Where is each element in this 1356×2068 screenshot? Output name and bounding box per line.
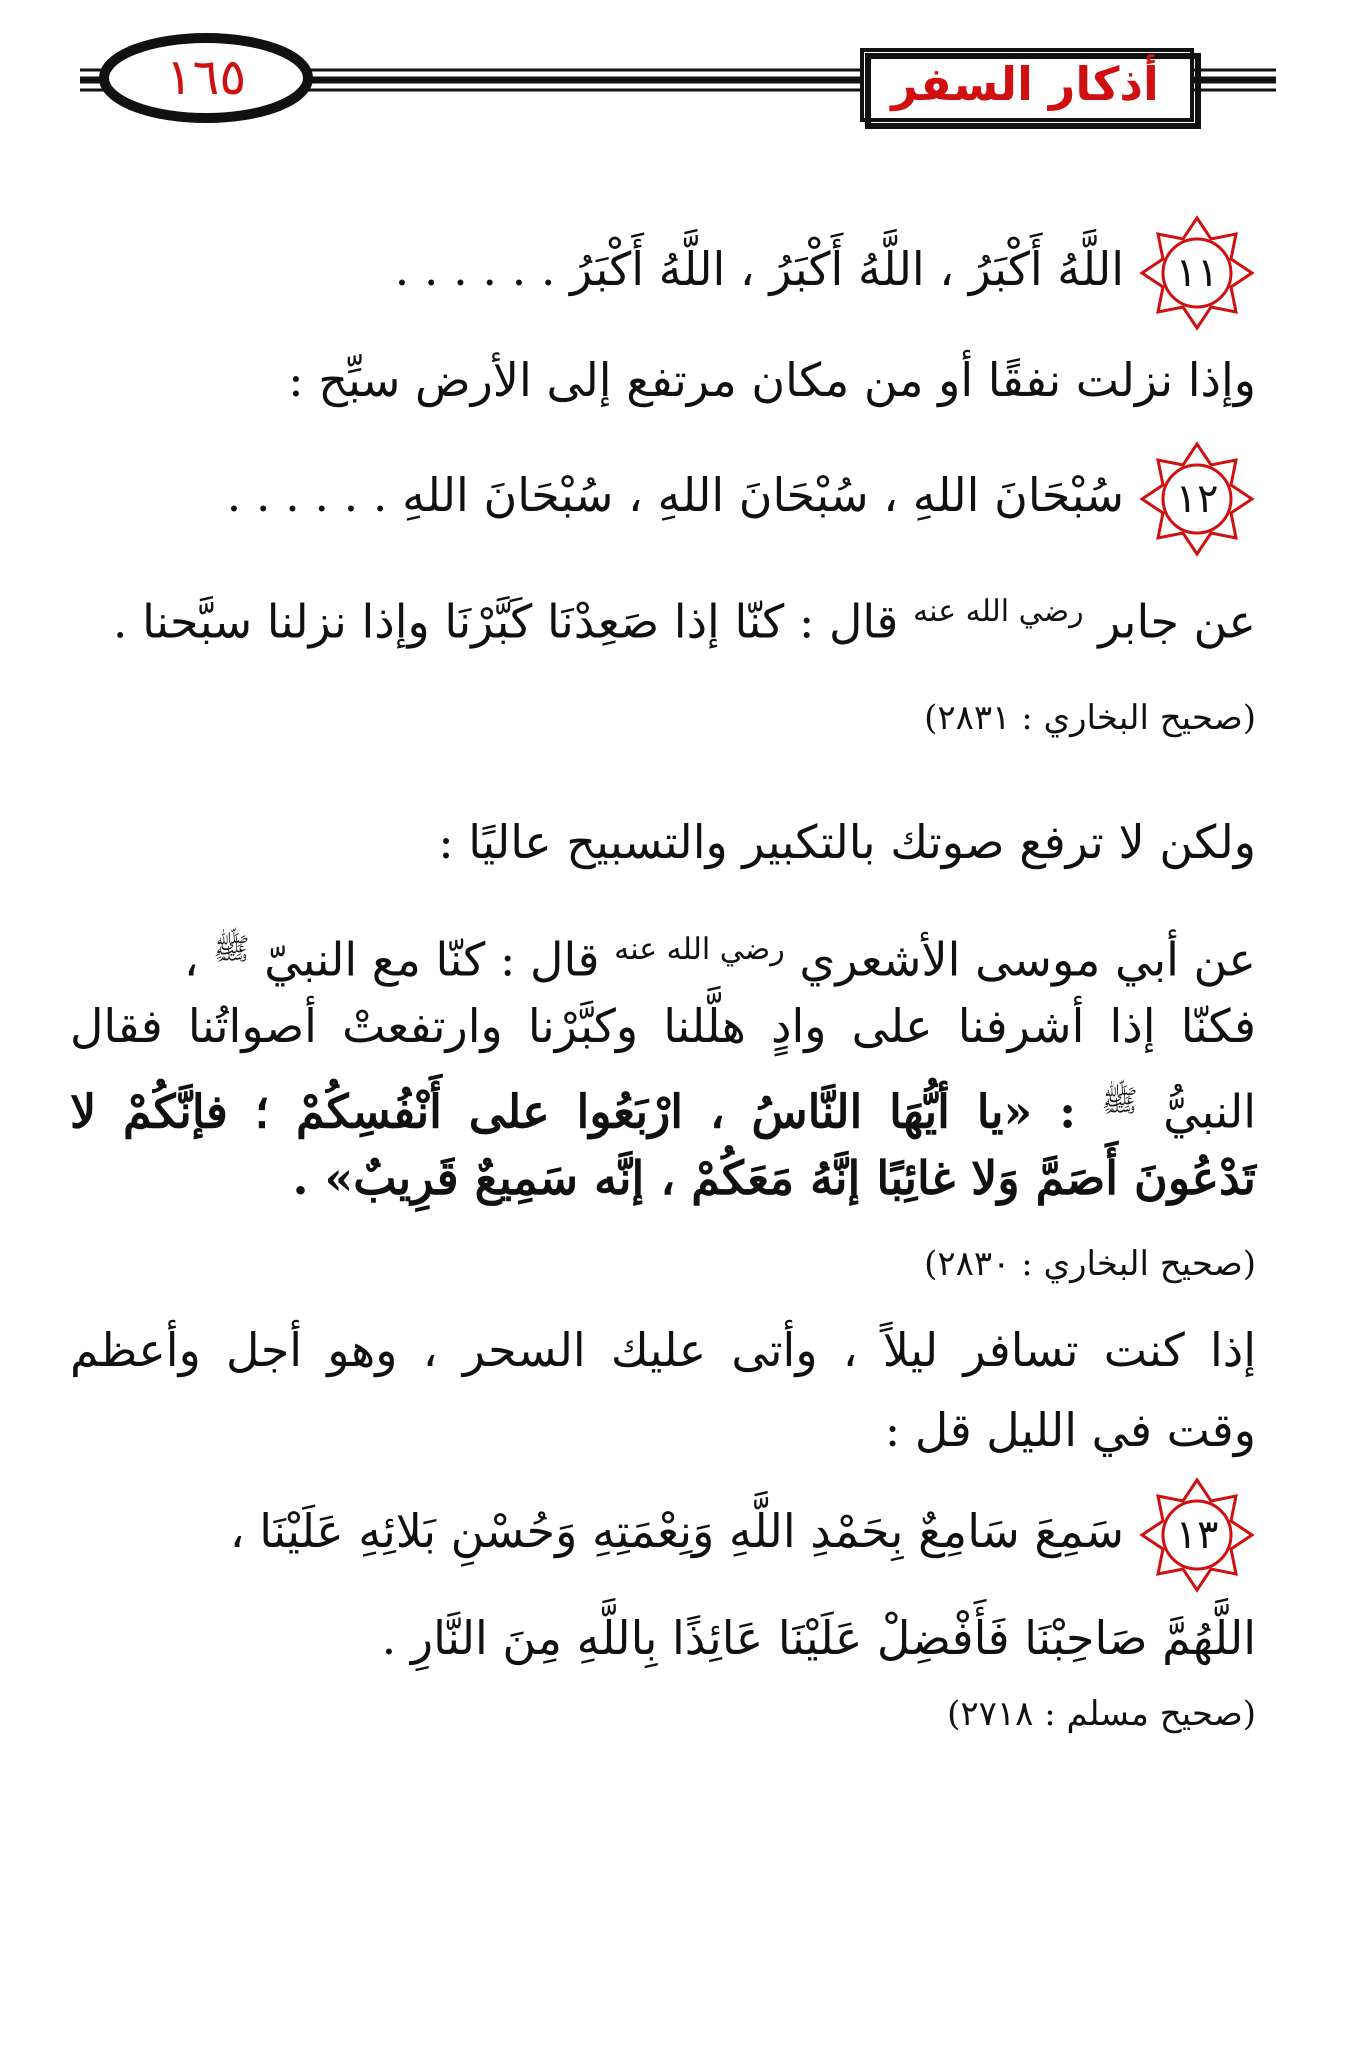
musa-hadith-line-4: تَدْعُونَ أَصَمَّ وَلا غائِبًا إنَّهُ مَعَكُمْ ، إنَّه سَمِيعٌ قَرِيبٌ» .: [292, 1151, 1256, 1205]
dhikr-item-13: [70, 1472, 1256, 1590]
hadith-text: قال : كنّا مع النبيّ: [264, 932, 600, 987]
night-note-line-1: إذا كنت تسافر ليلاً ، وأتى عليك السحر ، وهو أجل وأعظم: [70, 1323, 1256, 1377]
musa-hadith-line-2: فكنّا إذا أشرفنا على وادٍ هلَّلنا وكبَّرْنا وارتفعتْ أصواتُنا فقال: [70, 999, 1256, 1053]
prophetic-quote: : «يا أيُّهَا النَّاسُ ، ارْبَعُوا على أَنْفُسِكُمْ ؛ فإنَّكُمْ لا: [70, 1084, 1077, 1139]
hadith-text: النبيُّ: [1163, 1084, 1257, 1139]
page-header: [0, 0, 1356, 140]
hadith-text: عن جابر: [1098, 594, 1256, 649]
item-number: ١٣: [1175, 1512, 1219, 1558]
salla-honorific: ﷺ: [213, 932, 250, 967]
hadith-text: قال : كنّا إذا صَعِدْنَا كَبَّرْنَا وإذا نزلنا سبَّحنا .: [112, 594, 899, 649]
dhikr-text: اللَّهُ أَكْبَرُ ، اللَّهُ أَكْبَرُ ، اللَّهُ أَكْبَرُ . . . . . .: [394, 242, 1124, 296]
dhikr-item-12: [70, 436, 1256, 554]
night-note-line-2: وقت في الليل قل :: [884, 1403, 1256, 1457]
number-badge: [1138, 1476, 1256, 1594]
hadith-text: عن أبي موسى الأشعري: [799, 932, 1256, 987]
dhikr-item-11: [70, 210, 1256, 328]
jabir-hadith: [70, 572, 1256, 661]
chapter-title: أذكار السفر: [891, 57, 1159, 111]
salla-honorific: ﷺ: [1101, 1084, 1138, 1119]
item-number: ١١: [1175, 250, 1219, 296]
dhikr-item-13-line-2: اللَّهُمَّ صَاحِبْنَا فَأَفْضِلْ عَلَيْنَا عَائِذًا بِاللَّهِ مِنَ النَّارِ .: [381, 1611, 1256, 1665]
radiya-honorific: رضي الله عنه: [614, 932, 785, 967]
voice-note: ولكن لا ترفع صوتك بالتكبير والتسبيح عاليًا :: [438, 815, 1256, 869]
reference-muslim-2718: (صحيح مسلم : ٢٧١٨): [947, 1694, 1256, 1734]
number-badge: [1138, 440, 1256, 558]
hadith-text: ،: [183, 932, 199, 987]
dhikr-text: سَمِعَ سَامِعٌ بِحَمْدِ اللَّهِ وَنِعْمَتِهِ وَحُسْنِ بَلائِهِ عَلَيْنَا ،: [229, 1504, 1124, 1558]
dhikr-text: سُبْحَانَ اللهِ ، سُبْحَانَ اللهِ ، سُبْحَانَ اللهِ . . . . . .: [226, 468, 1124, 522]
descend-note: وإذا نزلت نفقًا أو من مكان مرتفع إلى الأرض سبِّح :: [288, 353, 1256, 407]
item-number: ١٢: [1175, 476, 1219, 522]
radiya-honorific: رضي الله عنه: [913, 594, 1084, 629]
number-badge: [1138, 214, 1256, 332]
reference-bukhari-2831: (صحيح البخاري : ٢٨٣١): [924, 698, 1256, 738]
reference-bukhari-2830: (صحيح البخاري : ٢٨٣٠): [924, 1244, 1256, 1284]
page-number: ١٦٥: [165, 48, 247, 106]
